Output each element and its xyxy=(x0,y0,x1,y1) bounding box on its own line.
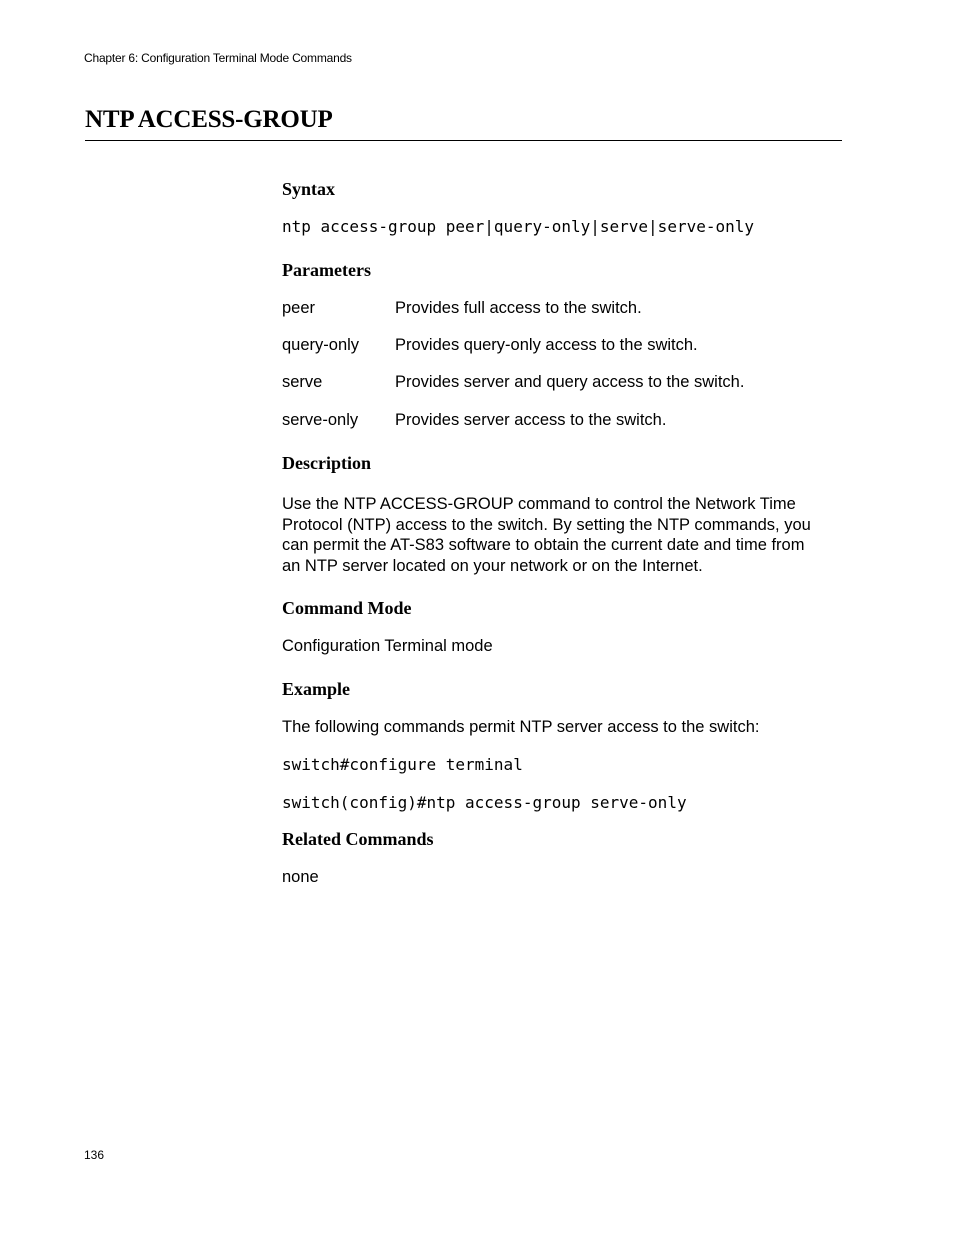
example-intro: The following commands permit NTP server access to the switch: xyxy=(282,718,760,736)
parameter-name: serve xyxy=(282,373,323,391)
description-line: Use the NTP ACCESS-GROUP command to control the Network Time xyxy=(282,495,796,513)
page-title: NTP ACCESS-GROUP xyxy=(85,106,333,133)
parameter-description: Provides server and query access to the switch. xyxy=(395,373,745,391)
related-commands-text: none xyxy=(282,868,319,886)
parameter-name: serve-only xyxy=(282,411,359,429)
parameter-name: query-only xyxy=(282,336,360,354)
parameters-heading: Parameters xyxy=(282,260,371,280)
description-paragraph xyxy=(282,494,842,576)
parameter-description: Provides query-only access to the switch. xyxy=(395,336,698,354)
example-command: switch(config)#ntp access-group serve-only xyxy=(282,793,687,812)
example-command: switch#configure terminal xyxy=(282,755,523,774)
description-line: an NTP server located on your network or on the Internet. xyxy=(282,556,703,575)
parameter-description: Provides server access to the switch. xyxy=(395,411,667,429)
command-mode-heading: Command Mode xyxy=(282,598,412,618)
related-commands-heading: Related Commands xyxy=(282,829,434,849)
example-heading: Example xyxy=(282,679,351,699)
parameter-description: Provides full access to the switch. xyxy=(395,299,642,317)
description-line: Protocol (NTP) access to the switch. By setting the NTP commands, you xyxy=(282,515,811,534)
title-divider xyxy=(85,140,842,141)
running-header: Chapter 6: Configuration Terminal Mode Commands xyxy=(84,51,352,65)
page-number: 136 xyxy=(84,1148,105,1162)
syntax-code: ntp access-group peer|query-only|serve|serve-only xyxy=(282,217,755,236)
command-mode-text: Configuration Terminal mode xyxy=(282,637,493,655)
syntax-heading: Syntax xyxy=(282,179,336,199)
description-line: can permit the AT-S83 software to obtain the current date and time from xyxy=(282,536,805,554)
parameter-name: peer xyxy=(282,299,316,317)
description-heading: Description xyxy=(282,453,371,473)
